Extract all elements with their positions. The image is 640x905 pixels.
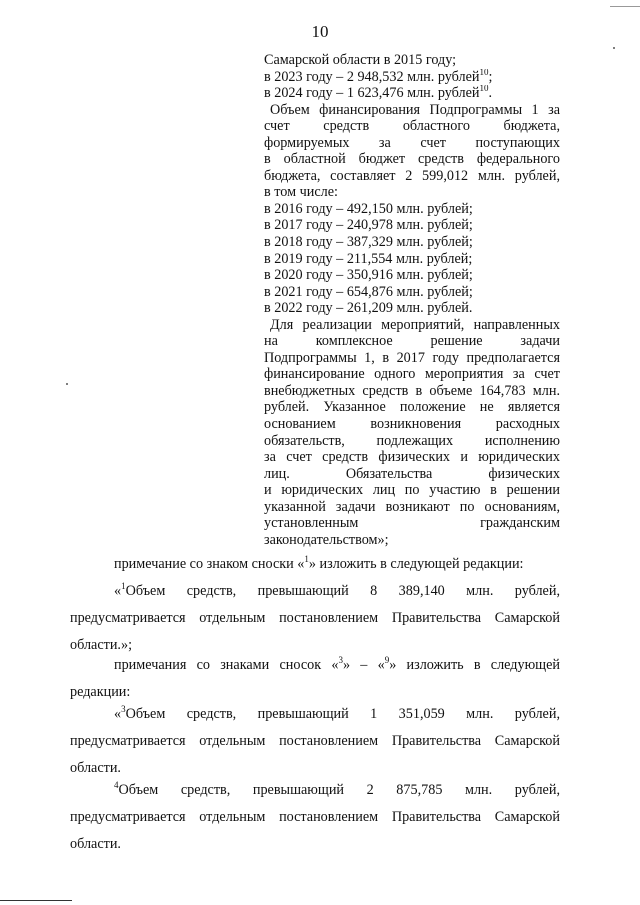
column-line <box>264 52 560 69</box>
column-line <box>264 499 560 516</box>
footnote-marker: 9 <box>384 655 390 665</box>
column-line <box>264 184 560 201</box>
footnote-marker: 1 <box>121 581 126 591</box>
footnote-marker: 4 <box>114 780 119 790</box>
column-line <box>264 135 560 152</box>
column-line-text: в 2016 году – 492,150 млн. рублей; <box>264 200 473 217</box>
body-line <box>70 610 560 627</box>
column-line <box>264 366 560 383</box>
column-line-text: за счет средств физических и юридических <box>264 449 560 466</box>
column-line <box>264 251 560 268</box>
column-line-text: на комплексное решение задачи <box>264 333 560 350</box>
scan-edge-line <box>0 900 72 901</box>
column-line-text: в 2019 году – 211,554 млн. рублей; <box>264 250 473 267</box>
footnote-marker: 10 <box>479 68 489 77</box>
body-line-text: области. <box>70 836 121 852</box>
column-line-text: основанием возникновения расходных <box>264 416 560 433</box>
column-line-text: законодательством»; <box>264 531 389 548</box>
scan-speck <box>613 47 615 49</box>
body-line-text: Объем средств, превышающий 8 389,140 млн. рублей, <box>125 583 560 599</box>
body-line-text: » изложить в следующей редакции: <box>308 556 524 572</box>
column-line-text: финансирование одного мероприятия за счет <box>264 366 560 383</box>
body-line <box>70 733 560 750</box>
body-line <box>70 760 560 777</box>
column-line-text: Подпрограммы 1, в 2017 году предполагается <box>264 349 560 366</box>
column-line-text: лиц. Обязательства физических <box>264 465 560 482</box>
column-line-text: формируемых за счет поступающих <box>264 134 560 151</box>
column-line <box>264 433 560 450</box>
right-column-text <box>264 52 560 548</box>
body-line-prefix: примечания со знаками сносок « <box>114 657 339 673</box>
column-line-text: рублей. Указанное положение не является <box>264 399 560 416</box>
body-line <box>70 583 560 600</box>
scan-edge-line <box>610 6 640 7</box>
column-line-text: в 2018 году – 387,329 млн. рублей; <box>264 234 473 251</box>
column-line <box>264 350 560 367</box>
column-line <box>264 151 560 168</box>
column-line <box>264 383 560 400</box>
column-line <box>264 234 560 251</box>
body-line-prefix: « <box>114 583 122 599</box>
column-line <box>264 333 560 350</box>
column-line <box>264 399 560 416</box>
column-line <box>264 284 560 301</box>
column-line <box>264 515 560 532</box>
column-line-text: в 2020 году – 350,916 млн. рублей; <box>264 267 473 284</box>
column-line <box>264 482 560 499</box>
body-line-text: Объем средств, превышающий 2 875,785 млн. рублей, <box>118 782 560 798</box>
body-line-text: области. <box>70 760 121 776</box>
column-line-text: в 2022 году – 261,209 млн. рублей. <box>264 300 473 317</box>
column-line-text: в 2023 году – 2 948,532 млн. рублей <box>264 68 480 85</box>
body-line <box>70 684 560 701</box>
column-line-text: Для реализации мероприятий, направленных <box>270 316 560 333</box>
column-line <box>264 217 560 234</box>
body-line-prefix: « <box>114 706 122 722</box>
body-line <box>70 809 560 826</box>
body-line-text: » изложить в следующей <box>389 657 560 673</box>
column-line-text: указанной задачи возникают по основаниям, <box>264 498 560 515</box>
column-line <box>264 102 560 119</box>
footnote-marker: 3 <box>121 704 126 714</box>
body-line <box>70 782 560 799</box>
body-line-text: Объем средств, превышающий 1 351,059 млн. рублей, <box>125 706 560 722</box>
column-line-text: в 2017 году – 240,978 млн. рублей; <box>264 217 473 234</box>
column-line <box>264 300 560 317</box>
footnote-marker: 1 <box>304 554 309 564</box>
column-line <box>264 168 560 185</box>
column-line <box>264 449 560 466</box>
body-line <box>70 657 560 674</box>
column-line-text: установленным гражданским <box>264 515 560 532</box>
column-line <box>264 69 560 86</box>
page-number: 10 <box>311 22 329 41</box>
body-line <box>70 637 560 654</box>
footnote-marker: 3 <box>338 655 343 665</box>
column-line <box>264 118 560 135</box>
column-line <box>264 416 560 433</box>
body-line-text: » – « <box>342 657 385 673</box>
column-line <box>264 532 560 549</box>
body-line-text: предусматривается отдельным постановлением Правительства Самарской <box>70 733 560 749</box>
column-line-text: счет средств областного бюджета, <box>264 118 560 135</box>
column-line-text: в 2021 году – 654,876 млн. рублей; <box>264 283 473 300</box>
body-line <box>70 706 560 723</box>
column-line-punct: . <box>488 85 493 102</box>
column-line <box>264 85 560 102</box>
footnote-marker: 10 <box>479 85 489 94</box>
body-line-text: редакции: <box>70 684 131 700</box>
column-line-text: обязательств, подлежащих исполнению <box>264 432 560 449</box>
column-line <box>264 317 560 334</box>
column-line-text: и юридических лиц по участию в решении <box>264 482 560 499</box>
body-line-prefix: примечание со знаком сноски « <box>114 556 305 572</box>
column-line-text: бюджета, составляет 2 599,012 млн. рублей, <box>264 167 560 184</box>
column-line <box>264 466 560 483</box>
column-line-text: внебюджетных средств в объеме 164,783 млн. <box>264 382 560 399</box>
column-line <box>264 267 560 284</box>
body-line-text: области.»; <box>70 637 133 653</box>
column-line-text: в областной бюджет средств федерального <box>264 151 560 168</box>
column-line-text: в том числе: <box>264 184 338 201</box>
column-line-punct: ; <box>488 68 493 85</box>
body-line <box>70 836 560 853</box>
column-line <box>264 201 560 218</box>
body-line <box>70 556 560 573</box>
column-line-text: Самарской области в 2015 году; <box>264 52 457 68</box>
body-line-text: предусматривается отдельным постановлением Правительства Самарской <box>70 809 560 825</box>
scan-speck <box>66 383 68 385</box>
body-line-text: предусматривается отдельным постановлением Правительства Самарской <box>70 610 560 626</box>
column-line-text: в 2024 году – 1 623,476 млн. рублей <box>264 85 480 102</box>
column-line-text: Объем финансирования Подпрограммы 1 за <box>270 101 560 118</box>
